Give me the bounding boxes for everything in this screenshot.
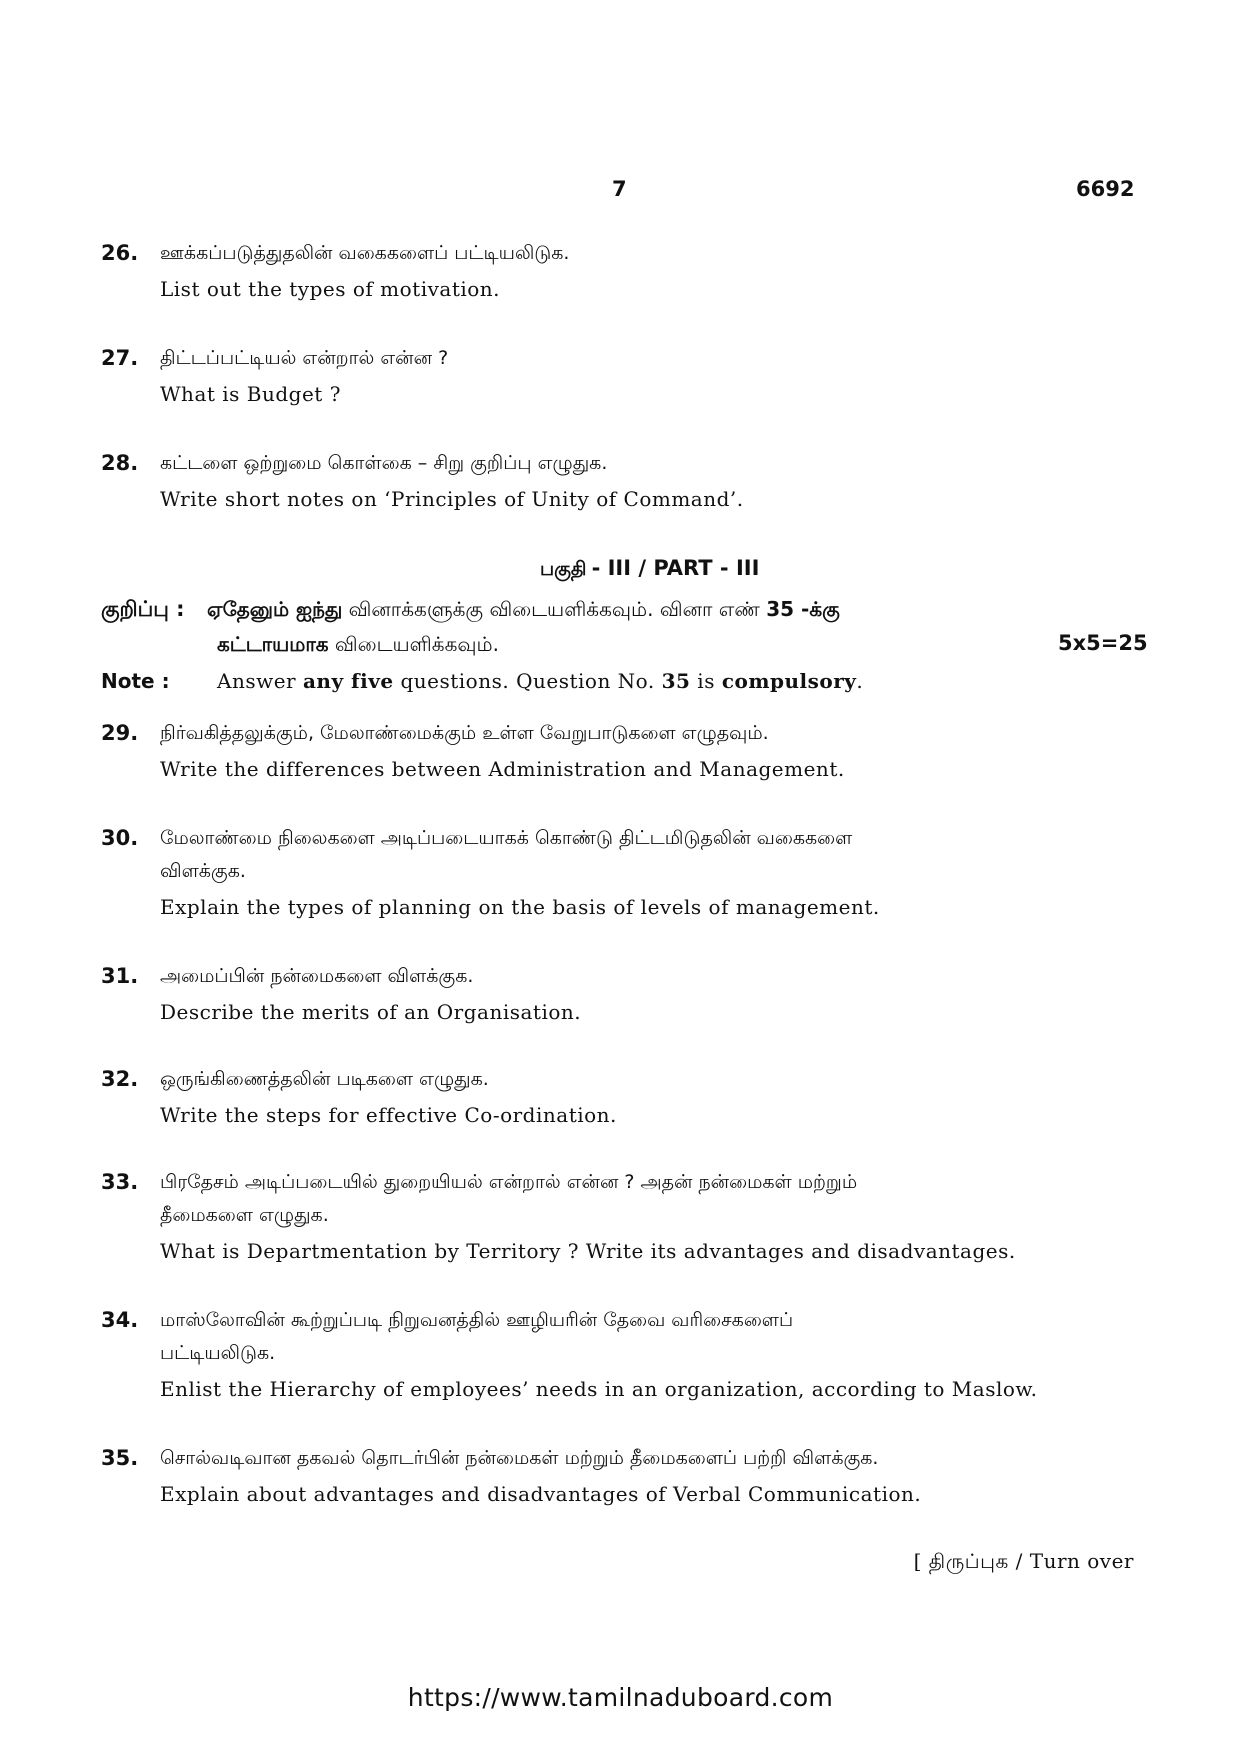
paper-code: 6692 xyxy=(1076,177,1135,201)
question-tamil: பட்டியலிடுக. xyxy=(160,1342,276,1364)
footer-url[interactable]: https://www.tamilnaduboard.com xyxy=(407,1683,834,1712)
question-number: 31. xyxy=(101,964,139,988)
question-tamil: தீமைகளை எழுதுக. xyxy=(160,1204,329,1226)
part-heading-label: - III / PART - III xyxy=(591,556,760,580)
turn-over-note: [ திருப்புக / Turn over xyxy=(913,1549,1134,1573)
part-heading xyxy=(540,556,759,583)
question-english: List out the types of motivation. xyxy=(160,277,501,301)
question-number: 33. xyxy=(101,1170,139,1194)
question-number: 28. xyxy=(101,451,139,475)
question-tamil: கட்டளை ஒற்றுமை கொள்கை – சிறு குறிப்பு எழுதுக. xyxy=(160,452,608,474)
note-tamil-line2: கட்டாயமாக விடையளிக்கவும். xyxy=(217,632,499,656)
question-tamil: மேலாண்மை நிலைகளை அடிப்படையாகக் கொண்டு திட்டமிடுதலின் வகைகளை xyxy=(160,827,853,849)
question-english: Write short notes on ‘Principles of Unity of Command’. xyxy=(160,487,744,511)
question-tamil: விளக்குக. xyxy=(160,860,246,882)
question-tamil: ஊக்கப்படுத்துதலின் வகைகளைப் பட்டியலிடுக. xyxy=(160,242,570,264)
question-english: What is Budget ? xyxy=(160,382,341,406)
question-number: 27. xyxy=(101,346,139,370)
question-english: Explain about advantages and disadvantages of Verbal Communication. xyxy=(160,1482,922,1506)
question-number: 34. xyxy=(101,1308,139,1332)
question-english: Explain the types of planning on the basis of levels of management. xyxy=(160,895,880,919)
question-tamil: மாஸ்லோவின் கூற்றுப்படி நிறுவனத்தில் ஊழியரின் தேவை வரிசைகளைப் xyxy=(160,1309,794,1331)
question-tamil: சொல்வடிவான தகவல் தொடர்பின் நன்மைகள் மற்றும் தீமைகளைப் பற்றி விளக்குக. xyxy=(160,1447,879,1469)
question-english: What is Departmentation by Territory ? Write its advantages and disadvantages. xyxy=(160,1239,1016,1263)
note-english-label: Note : xyxy=(101,669,170,693)
marks-scheme: 5x5=25 xyxy=(1058,631,1148,655)
question-english: Enlist the Hierarchy of employees’ needs in an organization, according to Maslow. xyxy=(160,1377,1038,1401)
note-tamil-label: குறிப்பு : xyxy=(101,597,185,621)
question-english: Write the steps for effective Co-ordination. xyxy=(160,1103,617,1127)
question-number: 30. xyxy=(101,826,139,850)
question-number: 32. xyxy=(101,1067,139,1091)
question-number: 26. xyxy=(101,241,139,265)
question-tamil: திட்டப்பட்டியல் என்றால் என்ன ? xyxy=(160,347,449,369)
page-number: 7 xyxy=(612,177,627,201)
part-heading-tamil: பகுதி xyxy=(540,558,587,580)
question-tamil: அமைப்பின் நன்மைகளை விளக்குக. xyxy=(160,965,474,987)
question-tamil: ஒருங்கிணைத்தலின் படிகளை எழுதுக. xyxy=(160,1068,489,1090)
question-english: Describe the merits of an Organisation. xyxy=(160,1000,582,1024)
note-tamil-line1: ஏதேனும் ஐந்து வினாக்களுக்கு விடையளிக்கவும். வினா எண் 35 -க்கு xyxy=(207,597,840,621)
question-tamil: பிரதேசம் அடிப்படையில் துறையியல் என்றால் என்ன ? அதன் நன்மைகள் மற்றும் xyxy=(160,1171,858,1193)
question-number: 29. xyxy=(101,721,139,745)
question-tamil: நிர்வகித்தலுக்கும், மேலாண்மைக்கும் உள்ள வேறுபாடுகளை எழுதவும். xyxy=(160,722,769,744)
question-english: Write the differences between Administration and Management. xyxy=(160,757,845,781)
note-english-text: Answer any five questions. Question No. 35 is compulsory. xyxy=(217,669,864,693)
question-number: 35. xyxy=(101,1446,139,1470)
